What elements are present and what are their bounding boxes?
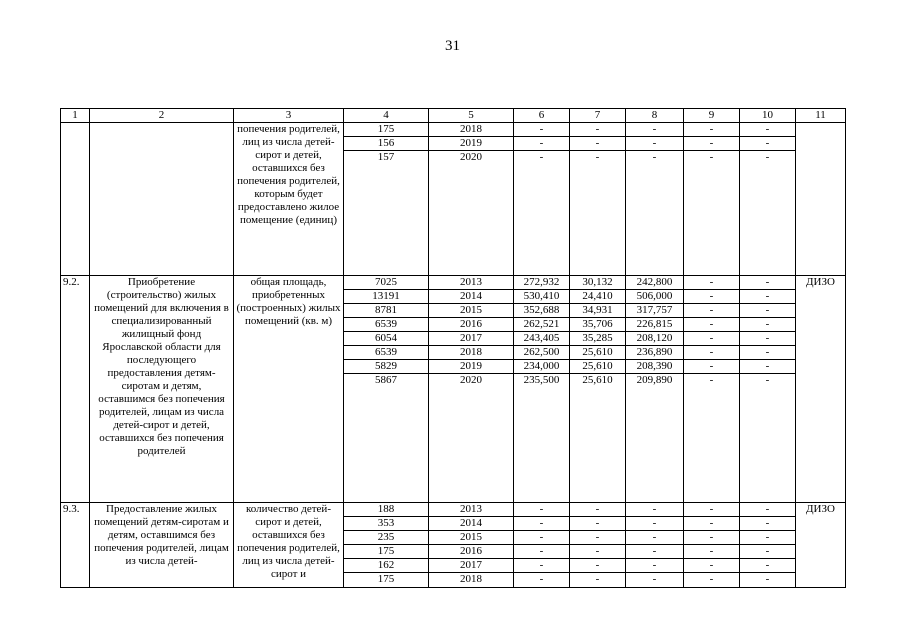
data-cell: 352,688 xyxy=(514,304,570,318)
executor-cell xyxy=(796,123,846,276)
item-name-cell: Предоставление жилых помещений детям-сиротам и детям, оставшимся без попечения родителей, лицам из числа детей- xyxy=(90,503,234,588)
executor-cell: ДИЗО xyxy=(796,276,846,503)
executor-cell: ДИЗО xyxy=(796,503,846,588)
data-cell: 2020 xyxy=(429,374,514,503)
header-cell: 5 xyxy=(429,109,514,123)
data-cell: 8781 xyxy=(344,304,429,318)
data-cell: - xyxy=(626,123,684,137)
data-cell: 2014 xyxy=(429,290,514,304)
data-cell: 236,890 xyxy=(626,346,684,360)
header-cell: 3 xyxy=(234,109,344,123)
data-cell: - xyxy=(626,573,684,588)
data-cell: - xyxy=(684,374,740,503)
data-cell: - xyxy=(684,503,740,517)
data-cell: - xyxy=(684,573,740,588)
data-cell: - xyxy=(684,559,740,573)
data-cell: 272,932 xyxy=(514,276,570,290)
data-cell: - xyxy=(514,517,570,531)
data-cell: 25,610 xyxy=(570,374,626,503)
data-cell: - xyxy=(740,559,796,573)
data-cell: 226,815 xyxy=(626,318,684,332)
header-cell: 8 xyxy=(626,109,684,123)
data-cell: - xyxy=(684,290,740,304)
data-cell: - xyxy=(626,531,684,545)
program-table xyxy=(60,108,846,588)
data-cell: - xyxy=(570,517,626,531)
data-cell: 353 xyxy=(344,517,429,531)
data-cell: 188 xyxy=(344,503,429,517)
data-cell: 2019 xyxy=(429,360,514,374)
data-cell: - xyxy=(570,151,626,276)
data-cell: - xyxy=(626,545,684,559)
data-cell: - xyxy=(684,346,740,360)
data-cell: - xyxy=(740,531,796,545)
data-cell: - xyxy=(740,290,796,304)
item-number-cell: 9.3. xyxy=(61,503,90,588)
data-cell: 2018 xyxy=(429,346,514,360)
data-cell: 6539 xyxy=(344,346,429,360)
data-cell: 6539 xyxy=(344,318,429,332)
data-cell: - xyxy=(626,559,684,573)
data-cell: - xyxy=(684,318,740,332)
data-cell: - xyxy=(684,137,740,151)
data-cell: 2018 xyxy=(429,573,514,588)
data-cell: 13191 xyxy=(344,290,429,304)
data-cell: - xyxy=(570,531,626,545)
data-cell: 25,610 xyxy=(570,346,626,360)
data-cell: 530,410 xyxy=(514,290,570,304)
item-name-cell xyxy=(90,123,234,276)
data-cell: 157 xyxy=(344,151,429,276)
data-cell: - xyxy=(514,545,570,559)
data-cell: - xyxy=(570,559,626,573)
data-cell: 5829 xyxy=(344,360,429,374)
indicator-cell: попечения родителей, лиц из числа детей-сирот и детей, оставшихся без попечения родителей, которым будет предоставлено жилое помещение (единиц) xyxy=(234,123,344,276)
data-cell: - xyxy=(514,559,570,573)
item-number-cell: 9.2. xyxy=(61,276,90,503)
indicator-cell: количество детей-сирот и детей, оставшихся без попечения родителей, лиц из числа детей-сирот и xyxy=(234,503,344,588)
data-cell: 175 xyxy=(344,573,429,588)
data-cell: - xyxy=(740,545,796,559)
data-cell: - xyxy=(514,503,570,517)
data-cell: 6054 xyxy=(344,332,429,346)
data-cell: - xyxy=(626,517,684,531)
data-cell: 506,000 xyxy=(626,290,684,304)
data-cell: - xyxy=(570,573,626,588)
data-cell: 2013 xyxy=(429,503,514,517)
data-cell: 175 xyxy=(344,123,429,137)
data-cell: 2015 xyxy=(429,531,514,545)
data-cell: 5867 xyxy=(344,374,429,503)
data-cell: - xyxy=(740,304,796,318)
data-cell: - xyxy=(684,545,740,559)
data-cell: - xyxy=(684,276,740,290)
data-cell: - xyxy=(740,276,796,290)
data-cell: - xyxy=(570,123,626,137)
data-cell: - xyxy=(570,503,626,517)
data-cell: - xyxy=(740,517,796,531)
table-row xyxy=(61,503,846,517)
data-cell: 2017 xyxy=(429,559,514,573)
header-cell: 6 xyxy=(514,109,570,123)
data-cell: 2016 xyxy=(429,545,514,559)
data-cell: - xyxy=(740,346,796,360)
data-cell: 34,931 xyxy=(570,304,626,318)
data-cell: 35,285 xyxy=(570,332,626,346)
data-cell: - xyxy=(740,137,796,151)
data-cell: 235 xyxy=(344,531,429,545)
indicator-cell: общая площадь, приобретенных (построенных) жилых помещений (кв. м) xyxy=(234,276,344,503)
data-cell: 2014 xyxy=(429,517,514,531)
data-cell: - xyxy=(684,332,740,346)
data-cell: - xyxy=(514,573,570,588)
header-row xyxy=(61,109,846,123)
data-cell: 2016 xyxy=(429,318,514,332)
data-cell: 2019 xyxy=(429,137,514,151)
data-cell: - xyxy=(740,573,796,588)
data-cell: - xyxy=(740,374,796,503)
data-cell: - xyxy=(626,137,684,151)
data-cell: - xyxy=(740,151,796,276)
data-cell: 156 xyxy=(344,137,429,151)
data-cell: 175 xyxy=(344,545,429,559)
data-cell: 2013 xyxy=(429,276,514,290)
data-cell: - xyxy=(514,531,570,545)
data-cell: 2018 xyxy=(429,123,514,137)
item-name-cell: Приобретение (строительство) жилых помещений для включения в специализированный жилищный фонд Ярославской области для последующего предоставления детям-сиротам и детям, оставшимся без попечения родителей, лицам из числа детей-сирот и детей, оставшихся без попечения родителей xyxy=(90,276,234,503)
header-cell: 9 xyxy=(684,109,740,123)
data-cell: - xyxy=(684,151,740,276)
data-cell: 235,500 xyxy=(514,374,570,503)
data-cell: 209,890 xyxy=(626,374,684,503)
data-cell: 317,757 xyxy=(626,304,684,318)
data-cell: - xyxy=(514,123,570,137)
data-cell: 262,521 xyxy=(514,318,570,332)
header-cell: 2 xyxy=(90,109,234,123)
data-cell: 2015 xyxy=(429,304,514,318)
table-row xyxy=(61,123,846,137)
data-cell: 242,800 xyxy=(626,276,684,290)
data-cell: 262,500 xyxy=(514,346,570,360)
data-cell: - xyxy=(626,503,684,517)
data-cell: - xyxy=(684,531,740,545)
header-cell: 1 xyxy=(61,109,90,123)
data-cell: - xyxy=(740,123,796,137)
data-cell: 2020 xyxy=(429,151,514,276)
data-cell: - xyxy=(684,517,740,531)
data-cell: - xyxy=(740,318,796,332)
data-cell: 24,410 xyxy=(570,290,626,304)
data-cell: 7025 xyxy=(344,276,429,290)
data-cell: 243,405 xyxy=(514,332,570,346)
header-cell: 4 xyxy=(344,109,429,123)
data-cell: 208,120 xyxy=(626,332,684,346)
data-cell: 30,132 xyxy=(570,276,626,290)
data-cell: - xyxy=(684,360,740,374)
data-cell: - xyxy=(684,123,740,137)
data-cell: - xyxy=(514,151,570,276)
data-cell: - xyxy=(684,304,740,318)
data-cell: - xyxy=(740,503,796,517)
data-cell: - xyxy=(514,137,570,151)
data-cell: 162 xyxy=(344,559,429,573)
page-number: 31 xyxy=(445,38,460,54)
data-cell: - xyxy=(570,545,626,559)
table-row xyxy=(61,276,846,290)
data-cell: 25,610 xyxy=(570,360,626,374)
data-cell: 35,706 xyxy=(570,318,626,332)
data-cell: - xyxy=(570,137,626,151)
header-cell: 11 xyxy=(796,109,846,123)
data-cell: - xyxy=(626,151,684,276)
header-cell: 7 xyxy=(570,109,626,123)
header-cell: 10 xyxy=(740,109,796,123)
data-cell: 234,000 xyxy=(514,360,570,374)
data-cell: - xyxy=(740,360,796,374)
data-cell: - xyxy=(740,332,796,346)
item-number-cell xyxy=(61,123,90,276)
data-cell: 2017 xyxy=(429,332,514,346)
data-cell: 208,390 xyxy=(626,360,684,374)
